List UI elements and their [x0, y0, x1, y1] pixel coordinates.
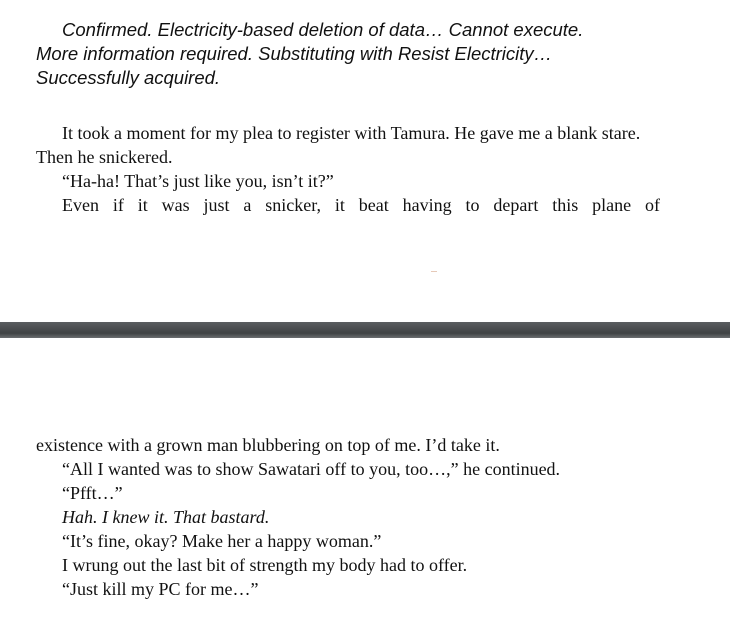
paragraph: “Ha-ha! That’s just like you, isn’t it?”	[62, 171, 334, 191]
paragraph: existence with a grown man blubbering on top of me. I’d take it.	[36, 435, 500, 455]
system-line: Successfully acquired.	[36, 67, 221, 88]
system-message	[36, 18, 660, 90]
paragraph: Even if it was just a snicker, it beat having to depart this plane of	[62, 195, 660, 215]
page-top-prose	[36, 121, 660, 217]
paragraph: “It’s fine, okay? Make her a happy woman.”	[62, 531, 382, 551]
paragraph: “Just kill my PC for me…”	[62, 579, 259, 599]
paragraph: It took a moment for my plea to register with Tamura. He gave me a blank stare. Then he snickered.	[36, 123, 641, 167]
paragraph: “All I wanted was to show Sawatari off to you, too…,” he continued.	[62, 459, 561, 479]
paragraph: I wrung out the last bit of strength my body had to offer.	[62, 555, 468, 575]
scan-speck	[431, 271, 437, 272]
paragraph: “Pfft…”	[62, 483, 123, 503]
page-bottom-prose	[36, 433, 660, 601]
paragraph: Hah. I knew it. That bastard.	[62, 507, 270, 527]
page-separator	[0, 322, 730, 338]
system-line: More information required. Substituting with Resist Electricity…	[36, 43, 553, 64]
system-line: Confirmed. Electricity-based deletion of data… Cannot execute.	[62, 19, 584, 40]
